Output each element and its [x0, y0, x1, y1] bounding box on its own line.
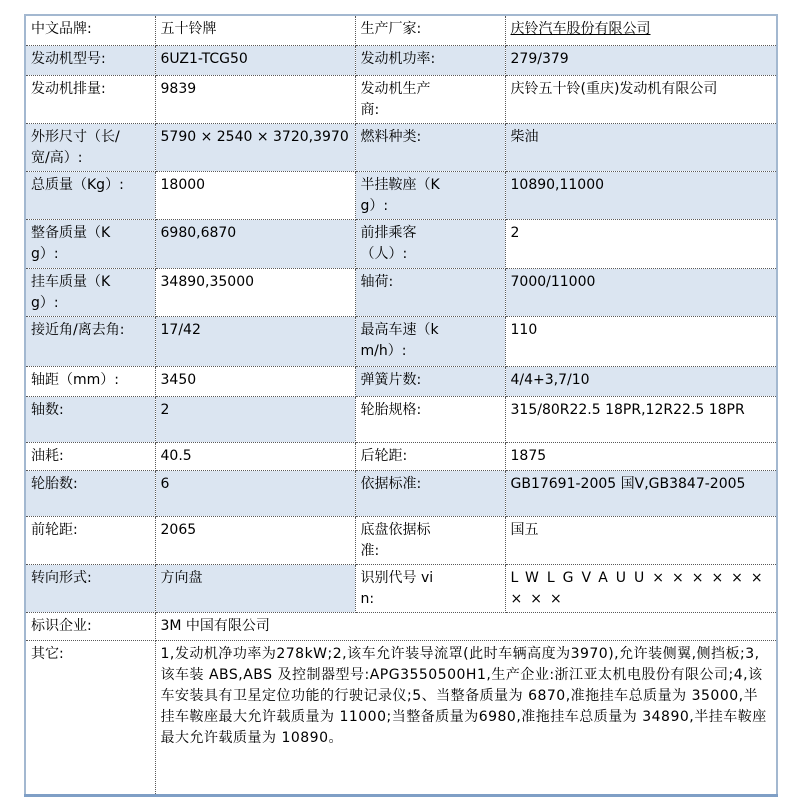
spec-label-engine-model: 发动机型号: [25, 45, 155, 75]
spec-value-rear-track: 1875 [505, 442, 777, 470]
spec-value-trailer-weight: 34890,35000 [155, 268, 355, 316]
spec-value-vin: LWLGVAUU××××××××× [505, 564, 777, 612]
spec-label-trailer-weight: 挂车质量（Kg）: [25, 268, 155, 316]
manufacturer-link[interactable]: 庆铃汽车股份有限公司 [510, 21, 651, 37]
table-row [25, 123, 777, 171]
table-row [25, 268, 777, 316]
spec-label-tire-spec: 轮胎规格: [355, 396, 505, 442]
vehicle-spec-table [24, 14, 778, 797]
spec-value-fuel-type: 柴油 [505, 123, 777, 171]
spec-value-front-passengers: 2 [505, 219, 777, 268]
spec-label-wheelbase: 轴距（mm）: [25, 366, 155, 396]
spec-value-tire-spec: 315/80R22.5 18PR,12R22.5 18PR [505, 396, 777, 442]
spec-label-engine-power: 发动机功率: [355, 45, 505, 75]
table-row [25, 564, 777, 612]
spec-value-approach-angle: 17/42 [155, 316, 355, 366]
spec-value-engine-model: 6UZ1-TCG50 [155, 45, 355, 75]
spec-value-displacement: 9839 [155, 75, 355, 123]
spec-value-curb-weight: 6980,6870 [155, 219, 355, 268]
spec-label-engine-maker: 发动机生产商: [355, 75, 505, 123]
spec-label-marking-company: 标识企业: [25, 612, 155, 640]
spec-label-steering: 转向形式: [25, 564, 155, 612]
table-row [25, 75, 777, 123]
spec-label-axle-count: 轴数: [25, 396, 155, 442]
spec-label-fuel-type: 燃料种类: [355, 123, 505, 171]
spec-label-spring-leaves: 弹簧片数: [355, 366, 505, 396]
spec-label-tire-count: 轮胎数: [25, 470, 155, 516]
spec-value-marking-company: 3M 中国有限公司 [155, 612, 777, 640]
spec-value-brand: 五十铃牌 [155, 15, 355, 45]
table-row [25, 15, 777, 45]
spec-label-dimensions: 外形尺寸（长/宽/高）: [25, 123, 155, 171]
table-row [25, 219, 777, 268]
table-row [25, 612, 777, 640]
spec-value-steering: 方向盘 [155, 564, 355, 612]
spec-value-dimensions: 5790 × 2540 × 3720,3970 [155, 123, 355, 171]
spec-label-vin: 识别代号 vin: [355, 564, 505, 612]
spec-value-gross-weight: 18000 [155, 171, 355, 219]
spec-label-max-speed: 最高车速（km/h）: [355, 316, 505, 366]
spec-label-approach-angle: 接近角/离去角: [25, 316, 155, 366]
spec-value-max-speed: 110 [505, 316, 777, 366]
table-row [25, 640, 777, 795]
spec-value-front-track: 2065 [155, 516, 355, 564]
spec-value-manufacturer [505, 15, 777, 45]
table-row [25, 516, 777, 564]
table-row [25, 366, 777, 396]
spec-label-other: 其它: [25, 640, 155, 795]
spec-value-tire-count: 6 [155, 470, 355, 516]
spec-label-brand: 中文品牌: [25, 15, 155, 45]
spec-label-curb-weight: 整备质量（Kg）: [25, 219, 155, 268]
spec-value-fuel-consumption: 40.5 [155, 442, 355, 470]
spec-label-front-track: 前轮距: [25, 516, 155, 564]
spec-value-wheelbase: 3450 [155, 366, 355, 396]
spec-value-axle-count: 2 [155, 396, 355, 442]
spec-label-axle-load: 轴荷: [355, 268, 505, 316]
spec-label-manufacturer: 生产厂家: [355, 15, 505, 45]
spec-label-saddle: 半挂鞍座（Kg）: [355, 171, 505, 219]
table-row [25, 396, 777, 442]
spec-label-chassis-standard: 底盘依据标准: [355, 516, 505, 564]
table-row [25, 470, 777, 516]
table-row [25, 171, 777, 219]
spec-label-fuel-consumption: 油耗: [25, 442, 155, 470]
spec-label-standard: 依据标准: [355, 470, 505, 516]
spec-value-axle-load: 7000/11000 [505, 268, 777, 316]
spec-value-saddle: 10890,11000 [505, 171, 777, 219]
spec-value-standard: GB17691-2005 国V,GB3847-2005 [505, 470, 777, 516]
spec-label-front-passengers: 前排乘客（人）: [355, 219, 505, 268]
spec-value-engine-power: 279/379 [505, 45, 777, 75]
table-row [25, 316, 777, 366]
spec-label-rear-track: 后轮距: [355, 442, 505, 470]
spec-value-other: 1,发动机净功率为278kW;2,该车允许装导流罩(此时车辆高度为3970),允许装侧翼,侧挡板;3,该车装 ABS,ABS 及控制器型号:APG3550500H1,生产企业:浙江亚太机电股份有限公司;4,该车安装具有卫星定位功能的行驶记录仪;5、当整备质量为 6870,准拖挂车总质量为 35000,半挂车鞍座最大允许载质量为 11000;当整备质量为6980,准拖挂车总质量为 34890,半挂车鞍座最大允许载质量为 10890。 [155, 640, 777, 795]
spec-value-chassis-standard: 国五 [505, 516, 777, 564]
spec-value-engine-maker: 庆铃五十铃(重庆)发动机有限公司 [505, 75, 777, 123]
table-row [25, 45, 777, 75]
spec-value-spring-leaves: 4/4+3,7/10 [505, 366, 777, 396]
table-row [25, 442, 777, 470]
spec-label-displacement: 发动机排量: [25, 75, 155, 123]
spec-label-gross-weight: 总质量（Kg）: [25, 171, 155, 219]
